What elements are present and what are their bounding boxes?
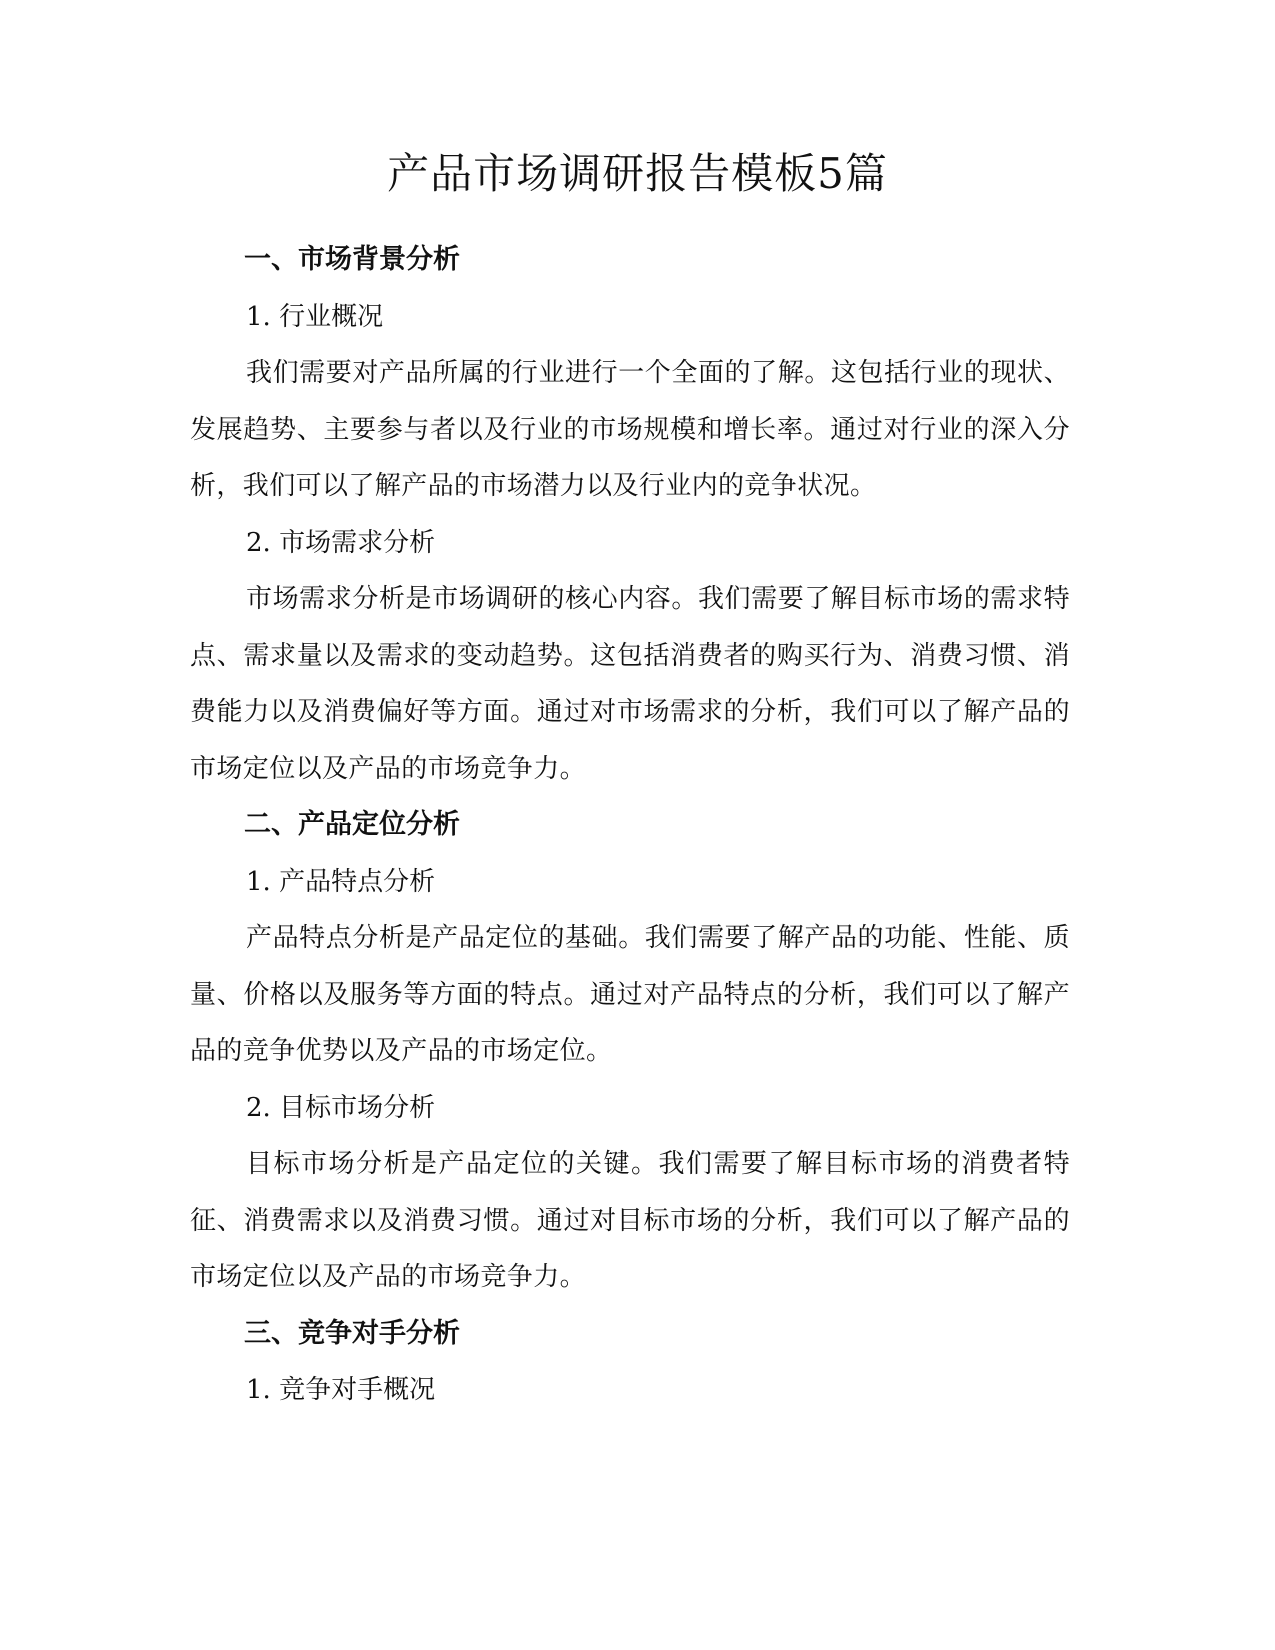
- section-heading: 一、市场背景分析: [244, 244, 460, 275]
- paragraph: 目标市场分析是产品定位的关键。我们需要了解目标市场的消费者特征、消费需求以及消费习惯。通过对目标市场的分析，我们可以了解产品的市场定位以及产品的市场竞争力。: [190, 1149, 1070, 1292]
- document-title: 产品市场调研报告模板5篇: [387, 149, 888, 198]
- paragraph: 产品特点分析是产品定位的基础。我们需要了解产品的功能、性能、质量、价格以及服务等方面的特点。通过对产品特点的分析，我们可以了解产品的竞争优势以及产品的市场定位。: [190, 923, 1070, 1066]
- paragraph: 市场需求分析是市场调研的核心内容。我们需要了解目标市场的需求特点、需求量以及需求的变动趋势。这包括消费者的购买行为、消费习惯、消费能力以及消费偏好等方面。通过对市场需求的分析，我们可以了解产品的市场定位以及产品的市场竞争力。: [190, 584, 1070, 784]
- subsection-heading: 2. 目标市场分析: [246, 1092, 436, 1123]
- section-heading: 三、竞争对手分析: [244, 1317, 460, 1349]
- document-body: [190, 232, 1070, 1419]
- subsection-heading: 1. 产品特点分析: [246, 866, 436, 897]
- paragraph: 我们需要对产品所属的行业进行一个全面的了解。这包括行业的现状、发展趋势、主要参与者以及行业的市场规模和增长率。通过对行业的深入分析，我们可以了解产品的市场潜力以及行业内的竞争状况。: [190, 358, 1070, 501]
- subsection-heading: 2. 市场需求分析: [246, 527, 436, 558]
- subsection-heading: 1. 竞争对手概况: [246, 1375, 436, 1405]
- section-heading: 二、产品定位分析: [244, 809, 460, 840]
- subsection-heading: 1. 行业概况: [246, 301, 384, 332]
